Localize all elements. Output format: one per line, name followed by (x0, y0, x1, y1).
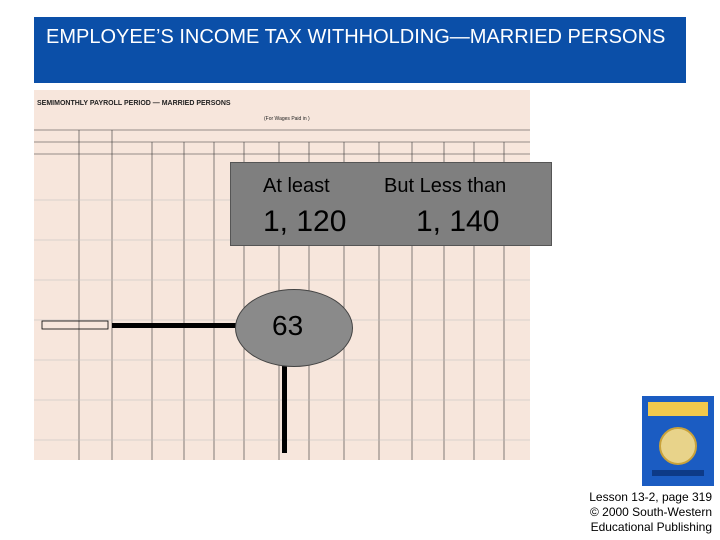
slide-title: EMPLOYEE’S INCOME TAX WITHHOLDING—MARRIED PERSONS (34, 17, 686, 83)
textbook-cover-image (642, 396, 714, 486)
credit-line-3: Educational Publishing (590, 520, 712, 534)
less-than-value: 1, 140 (416, 205, 500, 238)
wage-range-callout (230, 162, 552, 246)
withholding-amount-circle (235, 289, 353, 367)
credit-line-2: © 2000 South-Western (589, 505, 712, 519)
credit-line-1: Lesson 13-2, page 319 (589, 490, 712, 504)
table-grid (34, 90, 530, 460)
at-least-value: 1, 120 (263, 205, 347, 238)
table-subheading: (For Wages Paid in ) (264, 116, 310, 122)
less-than-label: But Less than (384, 175, 507, 197)
at-least-label: At least (263, 175, 330, 197)
table-heading: SEMIMONTHLY PAYROLL PERIOD — MARRIED PERSONS (37, 100, 231, 107)
credit-text (589, 490, 712, 535)
withholding-amount: 63 (272, 310, 304, 341)
withholding-table-image (34, 90, 530, 460)
book-cover-art (642, 396, 714, 486)
